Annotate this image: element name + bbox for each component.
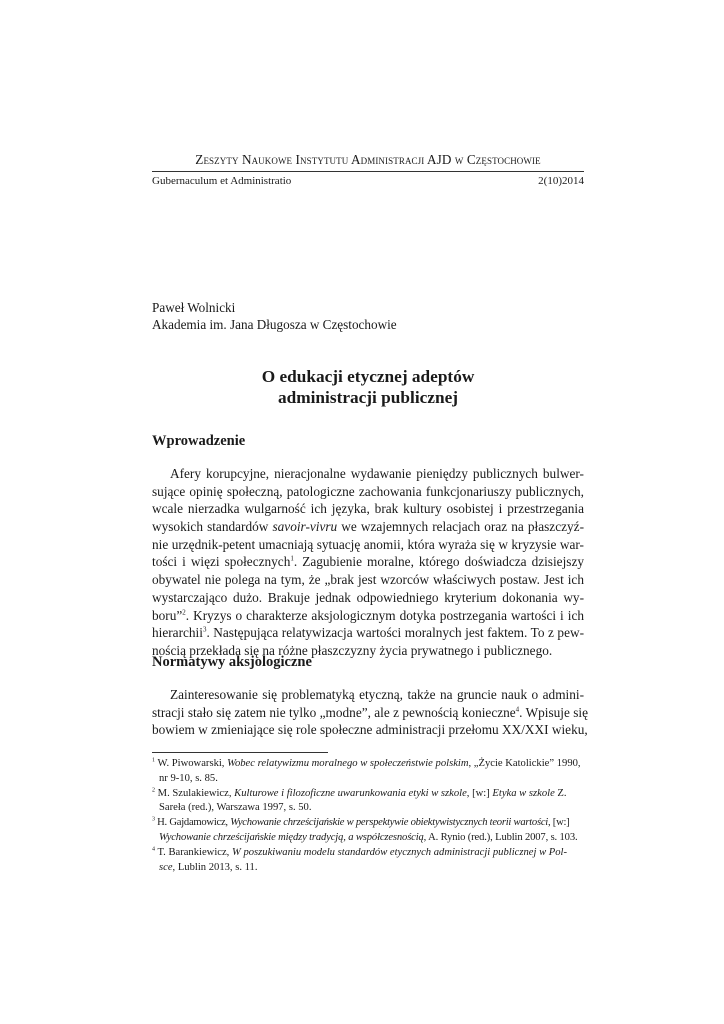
norm-paragraph: [152, 686, 588, 739]
text-line: Afery korupcyjne, nieracjonalne wydawanie pieniędzy publicznych bulwer-: [170, 466, 584, 481]
footnote-1: $^1$ W. Piwowarski, Wobec relatywizmu moralnego w społeczeństwie polskim, „Życie Katolickie” 1990, nr 9-10, s. 85.: [152, 757, 581, 784]
article-title-line-1: O edukacji etycznej adeptów: [261, 367, 475, 386]
text-line: wcale nierzadka wulgarność ich języka, brak kultury osobistej i przestrzegania: [152, 501, 584, 517]
text-line: stracji stało się zatem nie tylko „modne”, ale z pewnością konieczne$^4$. Wpisuje się: [152, 704, 588, 720]
text-line: boru”$^2$. Kryzys o charakterze aksjologicznym dotyka postrzegania wartości i ich: [152, 607, 584, 623]
text-line: nością przekłada się na różne płaszczyzny życia prywatnego i publicznego.: [152, 642, 553, 658]
text-line: sujące opinię społeczną, patologiczne zachowania funkcjonariuszy publicznych,: [152, 483, 584, 499]
footnote-divider: [152, 752, 328, 753]
header-divider: [152, 171, 584, 172]
text-line: wystarczająco dużo. Brakuje jednak odpowiedniego kryterium dokonania wy-: [152, 589, 584, 605]
text-line: wysokich standardów savoir-vivru we wzajemnych relacjach oraz na płaszczyź-: [152, 519, 584, 535]
footnotes: [152, 757, 584, 875]
header-row: [152, 175, 584, 187]
author-affiliation: Akademia im. Jana Długosza w Częstochowie: [152, 317, 397, 332]
journal-title: Zeszyty Naukowe Instytutu Administracji AJD w Częstochowie: [195, 152, 541, 167]
article-title-line-2: administracji publicznej: [277, 388, 458, 407]
footnote-ref[interactable]: 2: [182, 608, 186, 617]
section-heading-intro: Wprowadzenie: [152, 433, 246, 449]
text-line: hierarchii$^3$. Następująca relatywizacja wartości moralnych jest faktem. To z pew-: [152, 625, 584, 641]
intro-paragraph: [152, 465, 584, 660]
text-line: bowiem w zmieniające się role społeczne administracji przełomu XX/XXI wieku,: [152, 722, 588, 738]
footnote-2: $^2$ M. Szulakiewicz, Kulturowe i filozoficzne uwarunkowania etyki w szkole, [w:] Etyka w szkole Z. Sareła (red.), Warszawa 1997, s. 50.: [152, 787, 567, 814]
footnote-ref[interactable]: 3: [202, 625, 207, 634]
author-name: Paweł Wolnicki: [152, 300, 236, 315]
footnote-ref[interactable]: 4: [515, 705, 520, 714]
text-line: Zainteresowanie się problematyką etyczną, także na gruncie nauk o admini-: [170, 687, 584, 702]
journal-series: Gubernaculum et Administratio: [152, 175, 292, 187]
journal-issue: 2(10)2014: [538, 175, 584, 187]
article-title: [152, 366, 584, 408]
footnote-4: $^4$ T. Barankiewicz, W poszukiwaniu modelu standardów etycznych administracji publicznej w Pol- sce, Lublin 2013, s. 11.: [152, 846, 568, 873]
section-heading-norm: Normatywy aksjologiczne: [152, 654, 312, 670]
text-line: nie urzędnik-petent umacniają sytuację anomii, która wyraża się w kryzysie war-: [152, 536, 584, 552]
footnote-3: $^3$ H. Gajdamowicz, Wychowanie chrześcijańskie w perspektywie obiektywistycznych teorii wartości, [w:] Wychowanie chrześcijańskie między tradycją, a współczesnością, A. Rynio (red.), Lublin 2007, s. 103.: [152, 816, 578, 843]
footnote-ref[interactable]: 1: [290, 555, 294, 564]
author-block: [152, 299, 397, 333]
text-line: tości i więzi społecznych$^1$. Zagubienie moralne, którego doświadcza dzisiejszy: [152, 554, 584, 570]
text-line: obywatel nie polega na tym, że „brak jest wzorców właściwych postaw. Jest ich: [152, 572, 584, 588]
